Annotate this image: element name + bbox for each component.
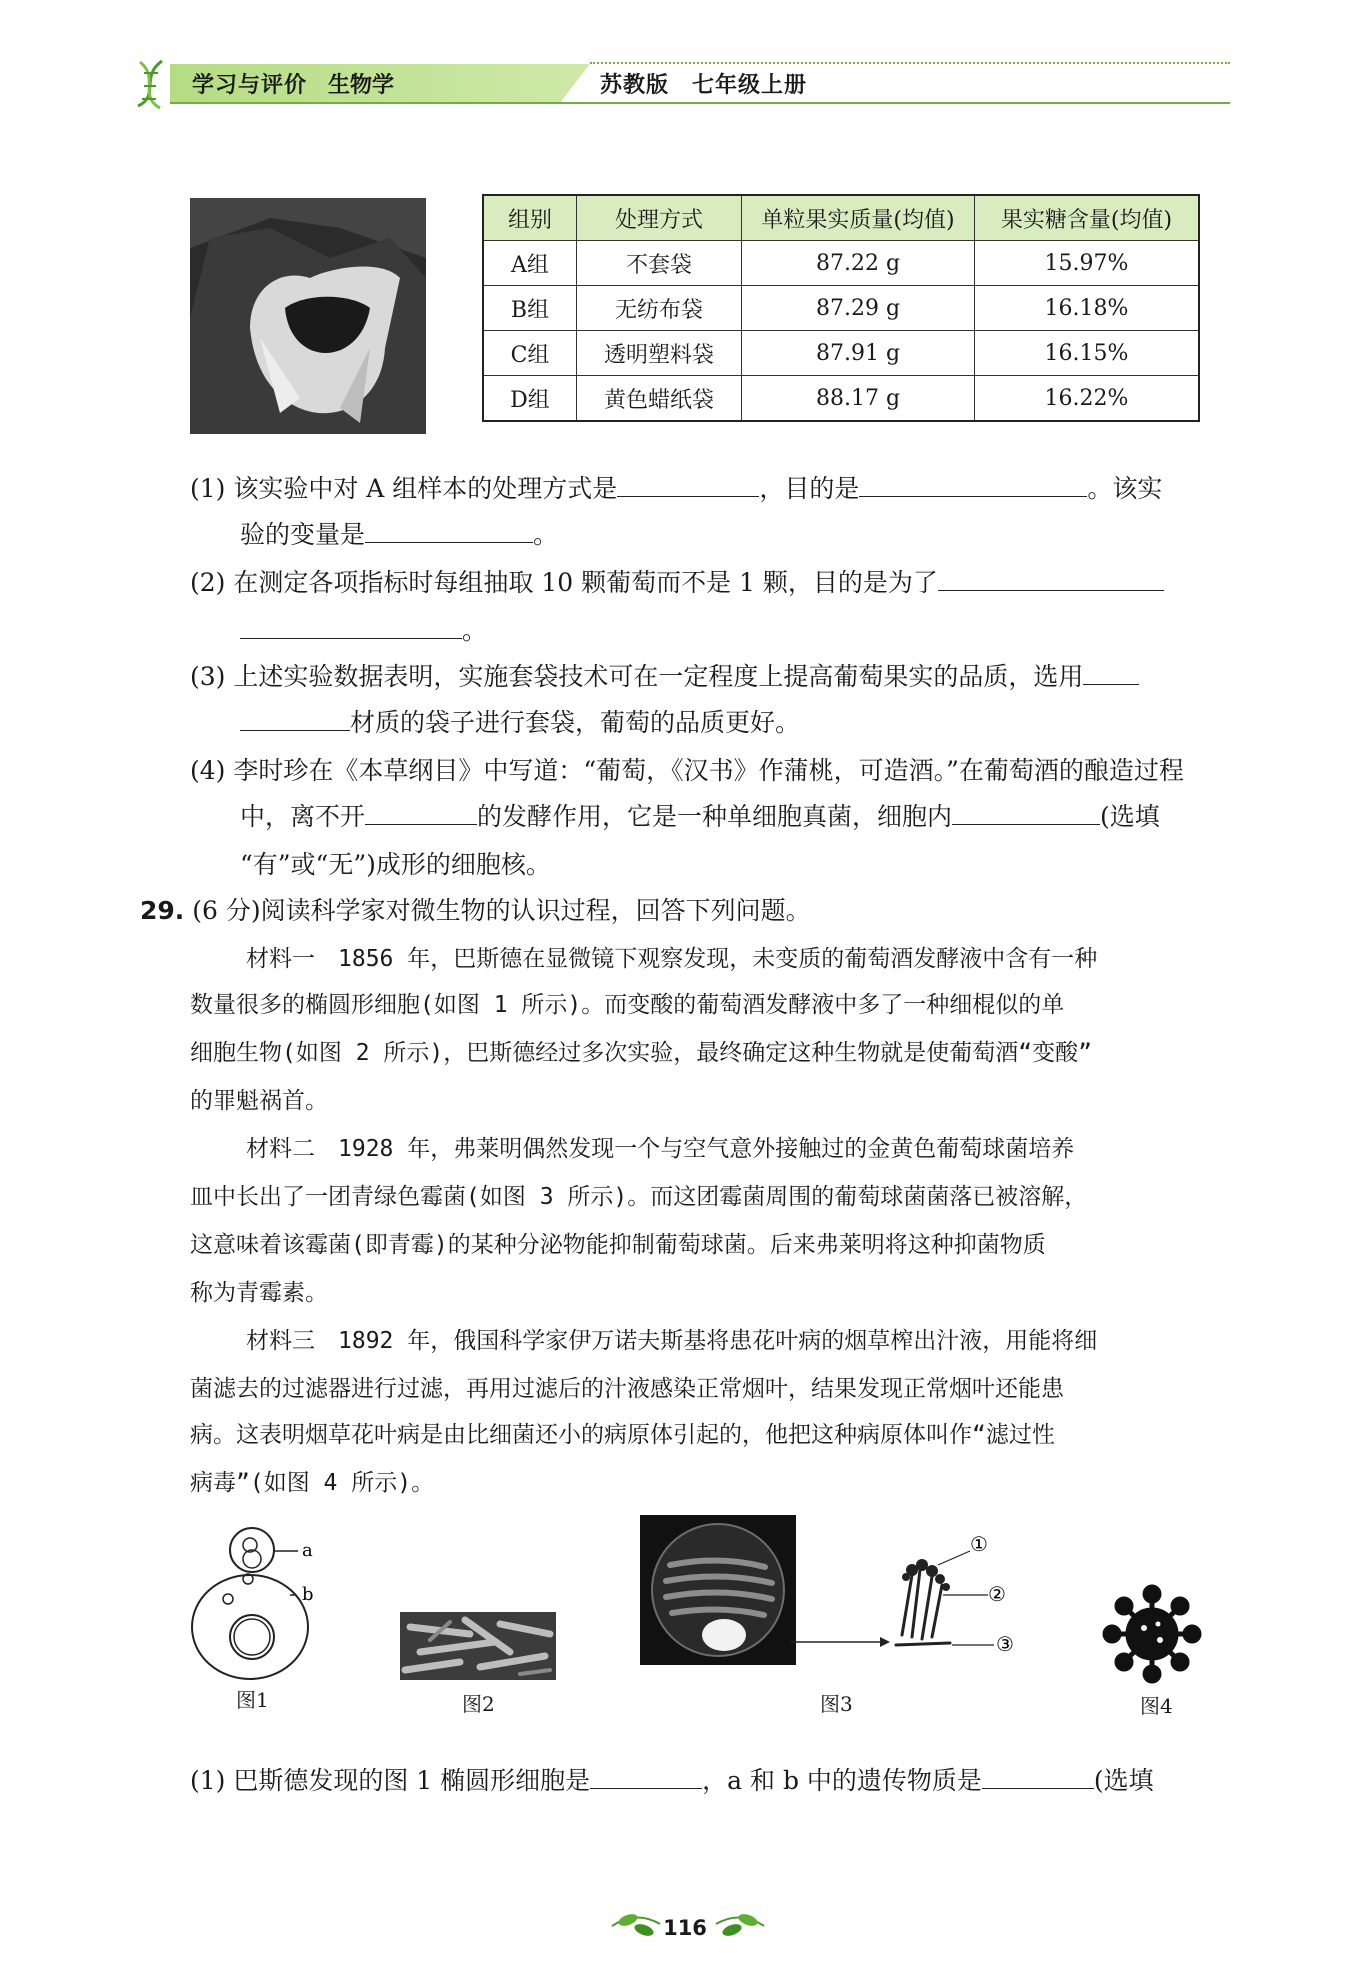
edition-title: 苏教版 七年级上册	[600, 73, 808, 98]
material-3-line: 病。这表明烟草花叶病是由比细菌还小的病原体引起的，他把这种病原体叫作“滤过性	[190, 1422, 1055, 1448]
dna-icon	[130, 56, 170, 116]
figure-4-virus-icon	[1102, 1584, 1202, 1684]
table-row	[483, 286, 1199, 331]
material-3-line: 材料三 1892 年，俄国科学家伊万诺夫斯基将患花叶病的烟草榨出汁液，用能将细	[246, 1328, 1098, 1354]
q28-1-line2	[240, 512, 558, 558]
label-2: ②	[988, 1582, 1006, 1606]
figure-2-caption: 图2	[462, 1692, 495, 1716]
q28-4-text: (4) 李时珍在《本草纲目》中写道：“葡萄，《汉书》作蒲桃，可造酒。”在葡萄酒的酿造过程	[190, 756, 1184, 785]
table-cell: 87.29 g	[742, 286, 975, 331]
table-row	[483, 241, 1199, 286]
table-cell: 15.97%	[975, 241, 1200, 286]
material-2-line: 这意味着该霉菌(即青霉)的某种分泌物能抑制葡萄球菌。后来弗莱明将这种抑菌物质	[190, 1232, 1046, 1258]
table-cell: 透明塑料袋	[577, 331, 742, 376]
table-cell: 不套袋	[577, 241, 742, 286]
q28-4-text: 中，离不开	[240, 802, 366, 831]
answer-blank[interactable]	[590, 1758, 702, 1789]
figure-1-caption: 图1	[236, 1688, 269, 1712]
page-header	[130, 56, 1230, 116]
table-cell: A组	[483, 241, 577, 286]
q28-4-line1	[190, 748, 1184, 794]
q28-1-line1	[190, 466, 1162, 512]
q29-1-text: (选填	[1093, 1766, 1154, 1795]
figure-4-caption: 图4	[1140, 1694, 1173, 1718]
header-rule	[170, 102, 1230, 104]
table-header-cell: 组别	[483, 195, 577, 241]
leaf-ornament-left-icon	[608, 1906, 664, 1942]
answer-blank[interactable]	[938, 560, 1164, 591]
figure-1-yeast-diagram	[180, 1515, 330, 1685]
label-1: ①	[970, 1532, 988, 1556]
q28-4-text: 的发酵作用，它是一种单细胞真菌，细胞内	[477, 802, 953, 831]
table-cell: 16.18%	[975, 286, 1200, 331]
figure-3-caption: 图3	[820, 1692, 853, 1716]
q28-4-line2	[240, 794, 1160, 840]
table-header-row	[483, 195, 1199, 241]
table-row	[483, 331, 1199, 376]
header-dotted-rule	[590, 62, 1230, 64]
table-cell: 88.17 g	[742, 376, 975, 422]
material-2-line: 材料二 1928 年，弗莱明偶然发现一个与空气意外接触过的金黄色葡萄球菌培养	[246, 1136, 1075, 1162]
q28-2-line2	[240, 608, 487, 654]
material-1-line: 数量很多的椭圆形细胞(如图 1 所示)。而变酸的葡萄酒发酵液中多了一种细棍似的单	[190, 992, 1065, 1018]
material-3-line: 菌滤去的过滤器进行过滤，再用过滤后的汁液感染正常烟叶，结果发现正常烟叶还能患	[190, 1376, 1064, 1402]
material-2-line: 皿中长出了一团青绿色霉菌(如图 3 所示)。而这团霉菌周围的葡萄球菌菌落已被溶解，	[190, 1184, 1088, 1210]
q28-3-text: 材质的袋子进行套袋，葡萄的品质更好。	[350, 708, 801, 737]
bagged-grape-photo	[190, 198, 426, 434]
q29-intro: (6 分)阅读科学家对微生物的认识过程，回答下列问题。	[192, 896, 811, 925]
answer-blank[interactable]	[1083, 654, 1139, 685]
answer-blank[interactable]	[617, 466, 759, 497]
answer-blank[interactable]	[240, 608, 462, 639]
answer-blank[interactable]	[952, 794, 1100, 825]
page-number: 116	[663, 1916, 707, 1940]
table-cell: 87.91 g	[742, 331, 975, 376]
material-2-line: 称为青霉素。	[190, 1280, 328, 1306]
material-1-line: 材料一 1856 年，巴斯德在显微镜下观察发现，未变质的葡萄酒发酵液中含有一种	[246, 946, 1098, 972]
q28-2-text: 。	[462, 616, 488, 645]
leaf-ornament-right-icon	[712, 1906, 768, 1942]
material-3-line: 病毒”(如图 4 所示)。	[190, 1470, 435, 1496]
table-header-cell: 处理方式	[577, 195, 742, 241]
table-header-cell: 果实糖含量(均值)	[975, 195, 1200, 241]
q28-4-text: “有”或“无”)成形的细胞核。	[240, 850, 551, 879]
table-cell: 黄色蜡纸袋	[577, 376, 742, 422]
q29-intro-line	[140, 888, 811, 934]
q28-2-text: (2) 在测定各项指标时每组抽取 10 颗葡萄而不是 1 颗，目的是为了	[190, 568, 938, 597]
grape-bagging-table	[482, 194, 1200, 422]
q28-3-text: (3) 上述实验数据表明，实施套袋技术可在一定程度上提高葡萄果实的品质，选用	[190, 662, 1084, 691]
label-a: a	[302, 1540, 313, 1561]
q29-1-line1	[190, 1758, 1154, 1804]
q28-3-line2	[240, 700, 800, 746]
label-3: ③	[996, 1632, 1014, 1656]
material-1-line: 细胞生物(如图 2 所示)，巴斯德经过多次实验，最终确定这种生物就是使葡萄酒“变酸”	[190, 1040, 1092, 1066]
label-b: b	[302, 1584, 314, 1605]
material-1-line: 的罪魁祸首。	[190, 1088, 328, 1114]
figure-3-petri-dish-diagram	[640, 1515, 1040, 1685]
q28-1-text: 。	[533, 520, 559, 549]
q28-3-line1	[190, 654, 1139, 700]
answer-blank[interactable]	[365, 512, 533, 543]
table-cell: 无纺布袋	[577, 286, 742, 331]
figure-2-bacteria-micrograph	[400, 1612, 556, 1680]
q28-2-line1	[190, 560, 1164, 606]
q28-1-text: 验的变量是	[240, 520, 366, 549]
table-cell: 87.22 g	[742, 241, 975, 286]
q28-4-line3	[240, 842, 551, 888]
table-cell: D组	[483, 376, 577, 422]
q29-1-text: ，a 和 b 中的遗传物质是	[702, 1766, 982, 1795]
q28-1-text: 。该实	[1087, 474, 1163, 503]
table-cell: B组	[483, 286, 577, 331]
answer-blank[interactable]	[859, 466, 1087, 497]
table-cell: C组	[483, 331, 577, 376]
table-row	[483, 376, 1199, 422]
answer-blank[interactable]	[240, 700, 350, 731]
table-cell: 16.22%	[975, 376, 1200, 422]
answer-blank[interactable]	[982, 1758, 1094, 1789]
q28-1-text: ，目的是	[759, 474, 860, 503]
q28-1-text: (1) 该实验中对 A 组样本的处理方式是	[190, 474, 618, 503]
table-header-cell: 单粒果实质量(均值)	[742, 195, 975, 241]
table-cell: 16.15%	[975, 331, 1200, 376]
q29-1-text: (1) 巴斯德发现的图 1 椭圆形细胞是	[190, 1766, 591, 1795]
q28-4-text: (选填	[1100, 802, 1160, 831]
subject-title: 生物学	[328, 73, 395, 98]
question-number: 29.	[140, 896, 185, 925]
series-title: 学习与评价	[192, 73, 308, 98]
answer-blank[interactable]	[365, 794, 477, 825]
